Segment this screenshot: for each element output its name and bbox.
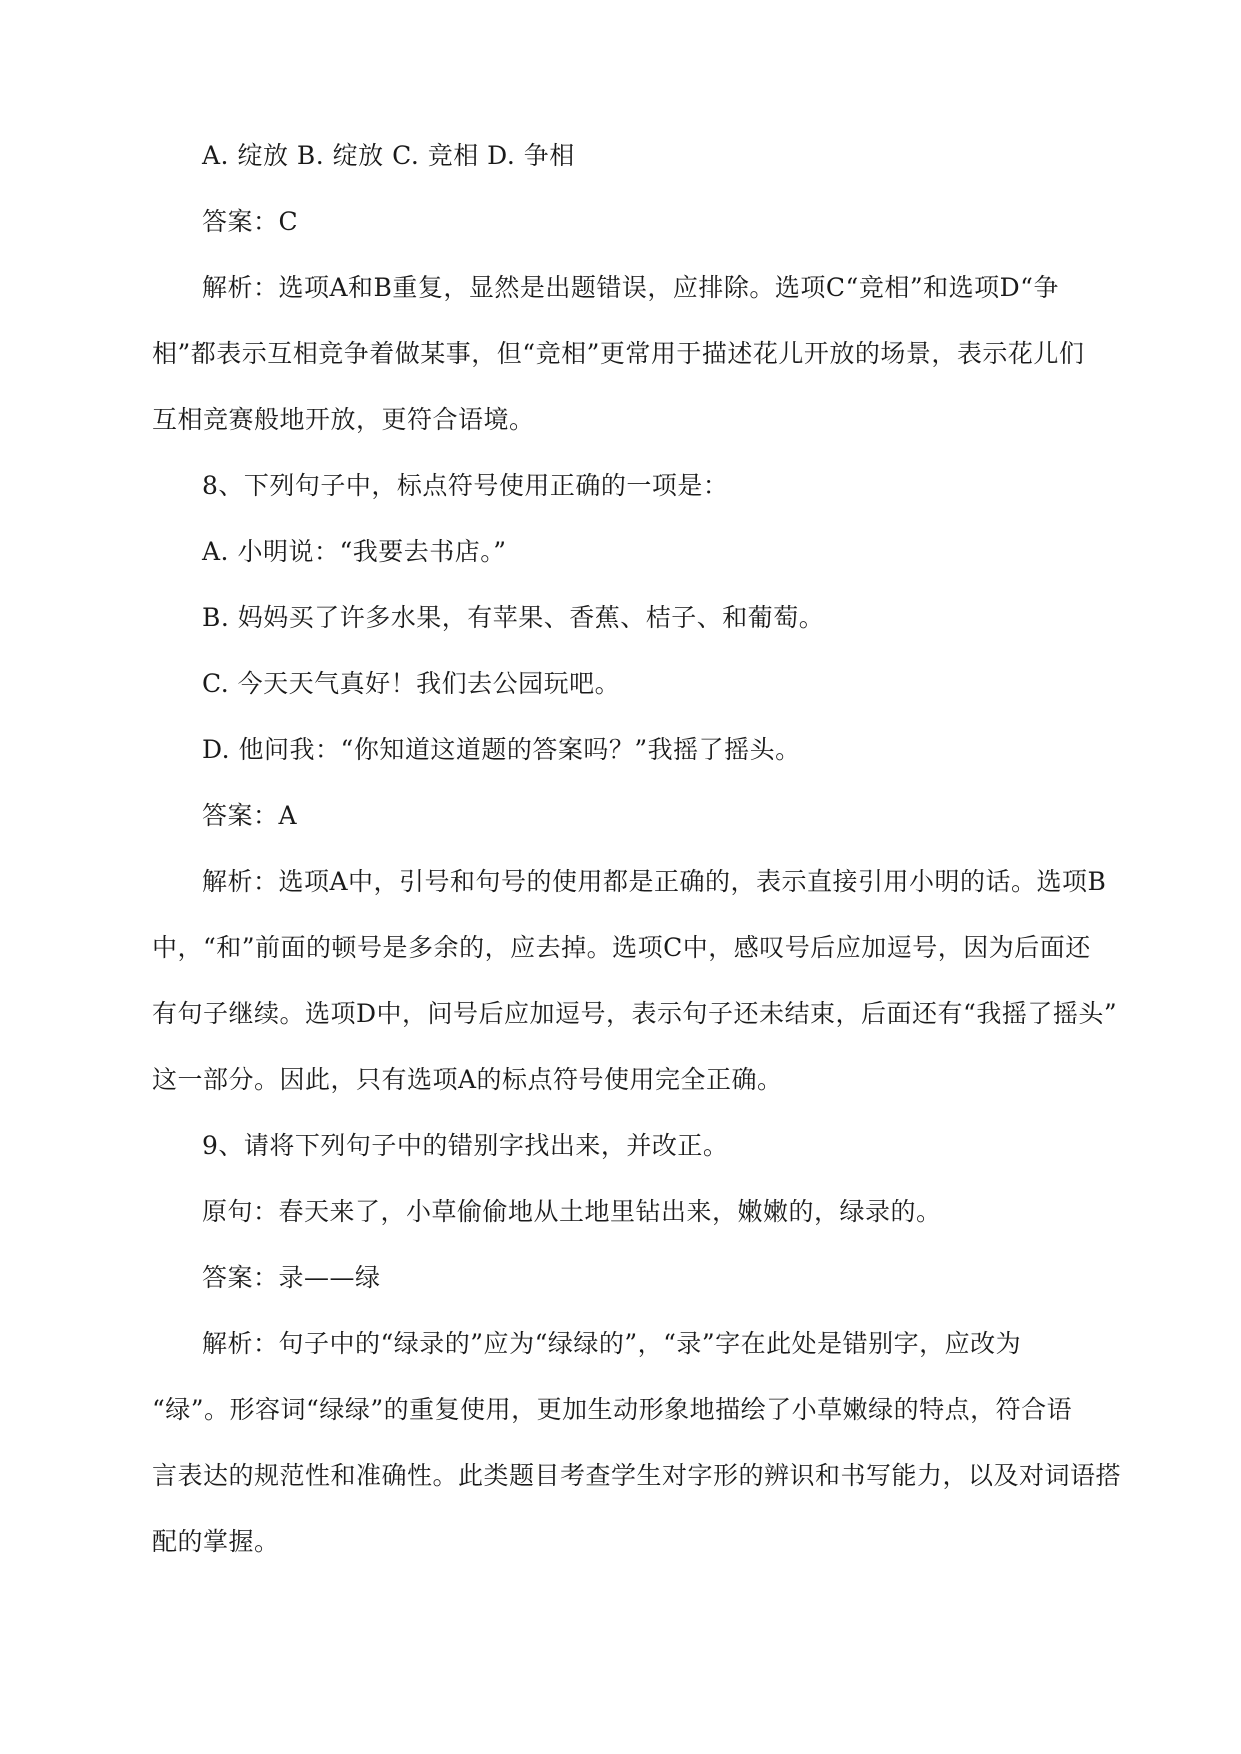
q8-option-b: B. 妈妈买了许多水果，有苹果、香蕉、桔子、和葡萄。 bbox=[202, 603, 825, 632]
q9-analysis-line: 解析：句子中的“绿录的”应为“绿绿的”，“录”字在此处是错别字，应改为 bbox=[202, 1329, 1022, 1358]
q8-analysis-line: 这一部分。因此，只有选项A的标点符号使用完全正确。 bbox=[152, 1065, 783, 1094]
q7-analysis bbox=[152, 272, 1092, 436]
q8-analysis bbox=[152, 866, 1118, 1096]
q8-option-d: D. 他问我：“你知道这道题的答案吗？”我摇了摇头。 bbox=[202, 735, 801, 764]
q8-option-c: C. 今天天气真好！我们去公园玩吧。 bbox=[202, 669, 621, 698]
q7-analysis-line: 解析：选项A和B重复，显然是出题错误，应排除。选项C“竞相”和选项D“争 bbox=[202, 273, 1059, 302]
q9-analysis-line: 配的掌握。 bbox=[152, 1527, 280, 1556]
q8-option-a: A. 小明说：“我要去书店。” bbox=[202, 537, 507, 566]
q9-original-sentence: 原句：春天来了，小草偷偷地从土地里钻出来，嫩嫩的，绿录的。 bbox=[202, 1197, 942, 1226]
q7-options: A. 绽放 B. 绽放 C. 竞相 D. 争相 bbox=[202, 141, 575, 170]
q8-analysis-line: 中，“和”前面的顿号是多余的，应去掉。选项C中，感叹号后应加逗号，因为后面还 bbox=[152, 933, 1091, 962]
q7-answer: 答案：C bbox=[202, 207, 299, 236]
q8-answer: 答案：A bbox=[202, 801, 298, 830]
q9-analysis-line: “绿”。形容词“绿绿”的重复使用，更加生动形象地描绘了小草嫩绿的特点，符合语 bbox=[152, 1395, 1073, 1424]
q9-analysis-line: 言表达的规范性和准确性。此类题目考查学生对字形的辨识和书写能力，以及对词语搭 bbox=[152, 1461, 1122, 1490]
document-page bbox=[152, 140, 1122, 1558]
q8-question: 8、下列句子中，标点符号使用正确的一项是： bbox=[202, 471, 729, 500]
q9-question: 9、请将下列句子中的错别字找出来，并改正。 bbox=[202, 1131, 729, 1160]
q9-analysis bbox=[152, 1328, 1122, 1558]
q8-analysis-line: 解析：选项A中，引号和句号的使用都是正确的，表示直接引用小明的话。选项B bbox=[202, 867, 1107, 896]
q8-analysis-line: 有句子继续。选项D中，问号后应加逗号，表示句子还未结束，后面还有“我摇了摇头” bbox=[152, 999, 1118, 1028]
q9-answer: 答案：录——绿 bbox=[202, 1263, 381, 1292]
q7-analysis-line: 相”都表示互相竞争着做某事，但“竞相”更常用于描述花儿开放的场景，表示花儿们 bbox=[152, 339, 1085, 368]
q7-analysis-line: 互相竞赛般地开放，更符合语境。 bbox=[152, 405, 535, 434]
